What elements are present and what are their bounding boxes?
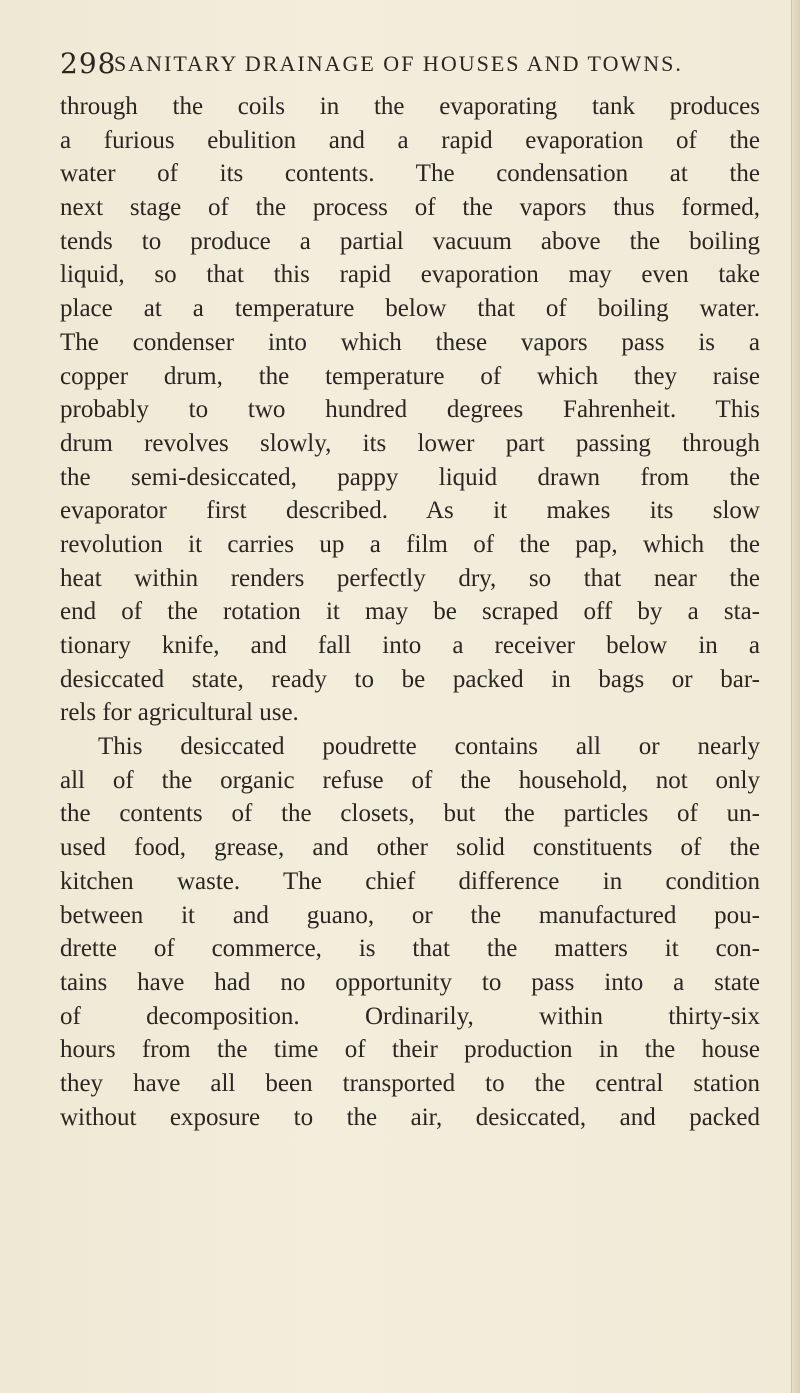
page-edge bbox=[791, 0, 800, 1393]
text-line: hours from the time of their production in the house bbox=[60, 1036, 760, 1064]
paragraph-first-line: This desiccated poudrette contains all or nearly bbox=[98, 733, 760, 761]
text-line: between it and guano, or the manufactured pou- bbox=[60, 901, 760, 929]
text-line: copper drum, the temperature of which they raise bbox=[60, 362, 760, 390]
text-line: drette of commerce, is that the matters it con- bbox=[60, 935, 760, 963]
text-line: probably to two hundred degrees Fahrenheit. This bbox=[60, 396, 760, 424]
text-line: tionary knife, and fall into a receiver below in a bbox=[60, 632, 760, 659]
text-line: water of its contents. The condensation at the bbox=[60, 160, 760, 188]
text-line: the contents of the closets, but the particles of un- bbox=[60, 800, 760, 828]
page-header bbox=[60, 44, 760, 84]
text-line: used food, grease, and other solid constituents of the bbox=[60, 834, 760, 862]
page-number: 298 bbox=[60, 47, 117, 80]
text-line: The condenser into which these vapors pass is a bbox=[60, 328, 760, 356]
body-text bbox=[60, 90, 760, 1134]
running-head: SANITARY DRAINAGE OF HOUSES AND TOWNS. bbox=[114, 51, 683, 76]
text-line: of decomposition. Ordinarily, within thirty-six bbox=[60, 1002, 760, 1030]
text-line: kitchen waste. The chief difference in condition bbox=[60, 867, 760, 895]
text-line: tends to produce a partial vacuum above the boiling bbox=[60, 227, 760, 255]
text-line: tains have had no opportunity to pass into a state bbox=[60, 968, 760, 996]
text-line: they have all been transported to the central station bbox=[60, 1069, 760, 1097]
text-line: evaporator first described. As it makes its slow bbox=[60, 497, 760, 525]
text-line: liquid, so that this rapid evaporation may even take bbox=[60, 261, 760, 289]
text-line: all of the organic refuse of the household, not only bbox=[60, 766, 760, 794]
text-line: a furious ebulition and a rapid evaporation of the bbox=[60, 126, 760, 154]
text-line: end of the rotation it may be scraped off by a sta- bbox=[60, 598, 760, 626]
text-line: revolution it carries up a film of the pap, which the bbox=[60, 530, 760, 558]
text-line: through the coils in the evaporating tank produces bbox=[60, 93, 760, 120]
text-line: the semi-desiccated, pappy liquid drawn from the bbox=[60, 463, 760, 491]
text-line: drum revolves slowly, its lower part passing through bbox=[60, 429, 760, 457]
paragraph-last-line: rels for agricultural use. bbox=[60, 699, 299, 727]
text-line: desiccated state, ready to be packed in bags or bar- bbox=[60, 665, 760, 693]
text-line: without exposure to the air, desiccated, and packed bbox=[60, 1103, 760, 1131]
text-line: heat within renders perfectly dry, so that near the bbox=[60, 564, 760, 592]
text-line: next stage of the process of the vapors thus formed, bbox=[60, 194, 760, 222]
text-line: place at a temperature below that of boiling water. bbox=[60, 295, 760, 323]
